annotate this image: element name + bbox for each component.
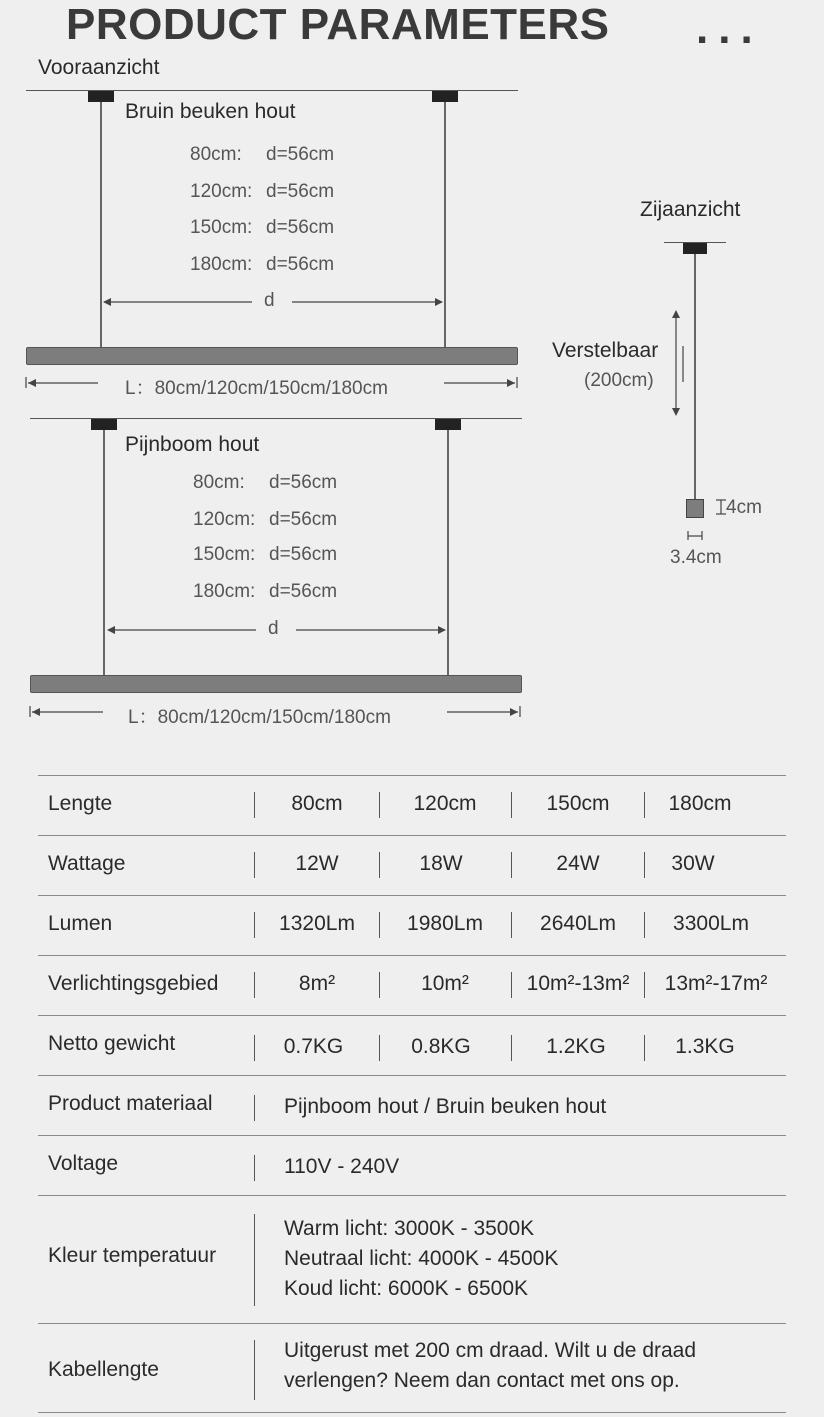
spec-d: d=56cm [266, 181, 335, 202]
pine-title: Pijnboom hout [125, 433, 260, 456]
cell-80: 80cm [291, 792, 343, 815]
beech-d-label: d [264, 290, 275, 311]
pine-lamp-bar [30, 675, 522, 693]
pine-spec-180 [193, 581, 338, 603]
cell-150: 2640Lm [540, 912, 616, 935]
spec-d: d=56cm [269, 544, 338, 565]
row-label: Kabellengte [48, 1358, 159, 1381]
pine-spec-150 [193, 544, 338, 566]
spec-size: 180cm: [190, 254, 253, 275]
wire-right-pine [447, 430, 449, 676]
cell-80: 8m² [298, 972, 336, 995]
more-dots: ... [696, 4, 763, 53]
spec-size: 80cm: [193, 472, 245, 493]
row-label: Wattage [48, 852, 126, 875]
color-temp-warm: Warm licht: 3000K - 3500K [284, 1217, 535, 1240]
spec-size: 150cm: [190, 217, 253, 238]
cell-80: 1320Lm [279, 912, 355, 935]
side-view-label: Zijaanzicht [640, 198, 741, 221]
row-label: Lumen [48, 912, 113, 935]
adjustable-range: (200cm) [584, 370, 654, 391]
side-view-dimension-arrows [660, 300, 780, 540]
pine-spec-120 [193, 509, 338, 531]
color-temp-neutral: Neutraal licht: 4000K - 4500K [284, 1247, 559, 1270]
table-divider [38, 1015, 786, 1016]
page-title: PRODUCT PARAMETERS [66, 0, 610, 49]
table-divider [38, 1195, 786, 1196]
spec-d: d=56cm [269, 472, 338, 493]
front-view-label: Vooraanzicht [38, 56, 160, 79]
table-divider [38, 955, 786, 956]
spec-size: 180cm: [193, 581, 256, 602]
spec-d: d=56cm [266, 254, 335, 275]
cell-120: 10m² [421, 972, 469, 995]
cell-120: 0.8KG [411, 1035, 471, 1058]
row-label: Kleur temperatuur [48, 1244, 217, 1267]
beech-length-label: L：80cm/120cm/150cm/180cm [125, 378, 388, 399]
spec-size: 120cm: [190, 181, 253, 202]
side-ceiling-cap [683, 243, 707, 254]
table-divider [38, 1323, 786, 1324]
voltage-value: 110V - 240V [284, 1155, 400, 1178]
cell-80: 0.7KG [283, 1035, 344, 1058]
row-label: Verlichtingsgebied [48, 972, 219, 995]
cable-line-1: Uitgerust met 200 cm draad. Wilt u de draad [284, 1339, 697, 1362]
row-label: Product materiaal [48, 1092, 213, 1115]
table-divider [38, 1412, 786, 1413]
table-divider [38, 775, 786, 776]
cell-180: 3300Lm [673, 912, 749, 935]
color-temp-cool: Koud licht: 6000K - 6500K [284, 1277, 529, 1300]
cell-180: 180cm [668, 792, 732, 815]
cell-120: 1980Lm [407, 912, 483, 935]
lamp-height-label: 4cm [726, 497, 762, 518]
beech-lamp-bar [26, 347, 518, 365]
cell-120: 120cm [413, 792, 477, 815]
cell-150: 10m²-13m² [526, 972, 630, 995]
pine-spec-80 [193, 472, 338, 494]
color-temp-separator [254, 1214, 255, 1306]
material-value: Pijnboom hout / Bruin beuken hout [284, 1095, 607, 1118]
spec-d: d=56cm [266, 144, 335, 165]
pine-d-label: d [268, 618, 279, 639]
row-label: Netto gewicht [48, 1032, 176, 1055]
cable-separator [254, 1340, 255, 1400]
spec-size: 80cm: [190, 144, 242, 165]
table-divider [38, 895, 786, 896]
cell-150: 150cm [546, 792, 610, 815]
pine-length-label: L：80cm/120cm/150cm/180cm [128, 707, 391, 728]
spec-d: d=56cm [266, 217, 335, 238]
beech-title: Bruin beuken hout [125, 100, 296, 123]
adjustable-label: Verstelbaar [552, 339, 659, 362]
cell-80: 12W [295, 852, 339, 875]
spec-d: d=56cm [269, 509, 338, 530]
cell-150: 1.2KG [546, 1035, 606, 1058]
cable-line-2: verlengen? Neem dan contact met ons op. [284, 1369, 680, 1392]
spec-d: d=56cm [269, 581, 338, 602]
spec-size: 120cm: [193, 509, 256, 530]
cell-180: 13m²-17m² [664, 972, 768, 995]
ceiling-cap-right-pine [435, 419, 461, 430]
wire-left-pine [103, 430, 105, 676]
table-divider [38, 1135, 786, 1136]
table-divider [38, 1075, 786, 1076]
cell-150: 24W [556, 852, 600, 875]
lamp-width-label: 3.4cm [670, 547, 722, 568]
ceiling-cap-left-pine [91, 419, 117, 430]
row-label: Lengte [48, 792, 113, 815]
cell-180: 1.3KG [675, 1035, 735, 1058]
spec-size: 150cm: [193, 544, 256, 565]
cell-180: 30W [671, 852, 715, 875]
cell-120: 18W [419, 852, 463, 875]
table-divider [38, 835, 786, 836]
row-label: Voltage [48, 1152, 119, 1175]
